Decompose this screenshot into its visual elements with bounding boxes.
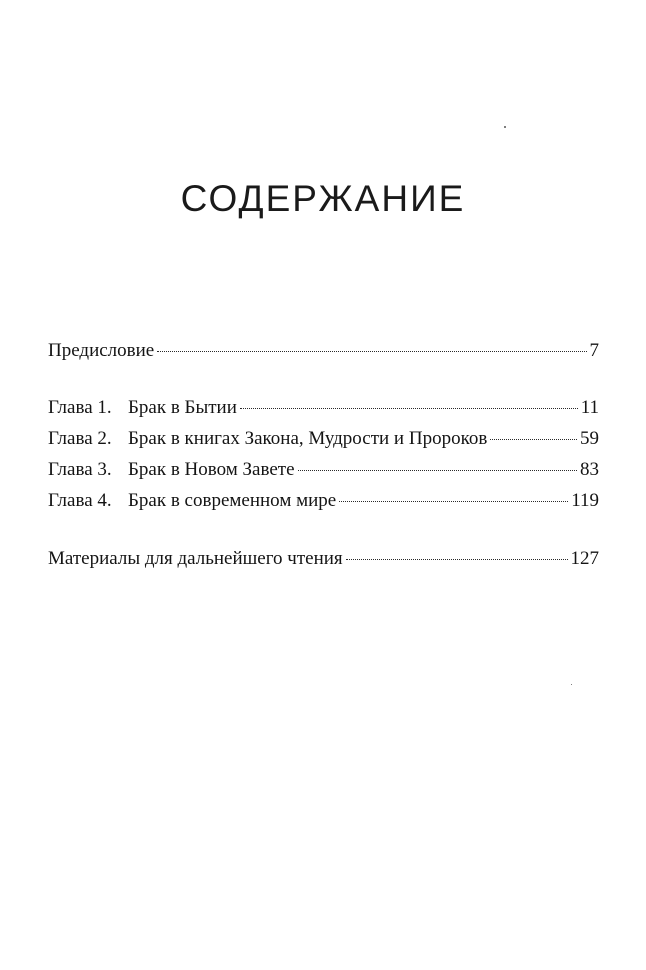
toc-entry-title: Брак в Новом Завете: [128, 459, 295, 480]
dot-leader: [339, 501, 568, 502]
toc-entry-title: Брак в книгах Закона, Мудрости и Пророков: [128, 428, 488, 449]
toc-entry-title: Материалы для дальнейшего чтения: [48, 548, 343, 569]
dot-leader: [157, 351, 586, 352]
table-of-contents: [48, 0, 599, 970]
page-title: СОДЕРЖАНИЕ: [180, 178, 466, 219]
dot-leader: [240, 408, 578, 409]
dot-leader: [346, 559, 568, 560]
toc-page-number: 83: [580, 459, 599, 480]
toc-entry-title: Брак в современном мире: [128, 490, 337, 511]
toc-entry-chapter-3[interactable]: [48, 459, 599, 485]
toc-page-number: 11: [580, 397, 599, 418]
toc-chapter-label: Глава 4.: [48, 490, 112, 511]
toc-entry-chapter-4[interactable]: [48, 490, 599, 516]
toc-chapter-label: Глава 3.: [48, 459, 112, 480]
toc-chapter-label: Глава 2.: [48, 428, 112, 449]
toc-entry-title: Брак в Бытии: [128, 397, 237, 418]
toc-page-number: 127: [570, 548, 599, 569]
toc-entry-preface[interactable]: [48, 340, 599, 366]
toc-page-number: 7: [589, 340, 599, 361]
dot-leader: [298, 470, 577, 471]
toc-entry-further-reading[interactable]: [48, 548, 599, 574]
toc-page-number: 119: [571, 490, 599, 511]
toc-entry-title: Предисловие: [48, 340, 155, 361]
toc-entry-chapter-1[interactable]: [48, 397, 599, 423]
toc-page-number: 59: [580, 428, 599, 449]
toc-chapter-label: Глава 1.: [48, 397, 112, 418]
toc-entry-chapter-2[interactable]: [48, 428, 599, 454]
dot-leader: [490, 439, 577, 440]
